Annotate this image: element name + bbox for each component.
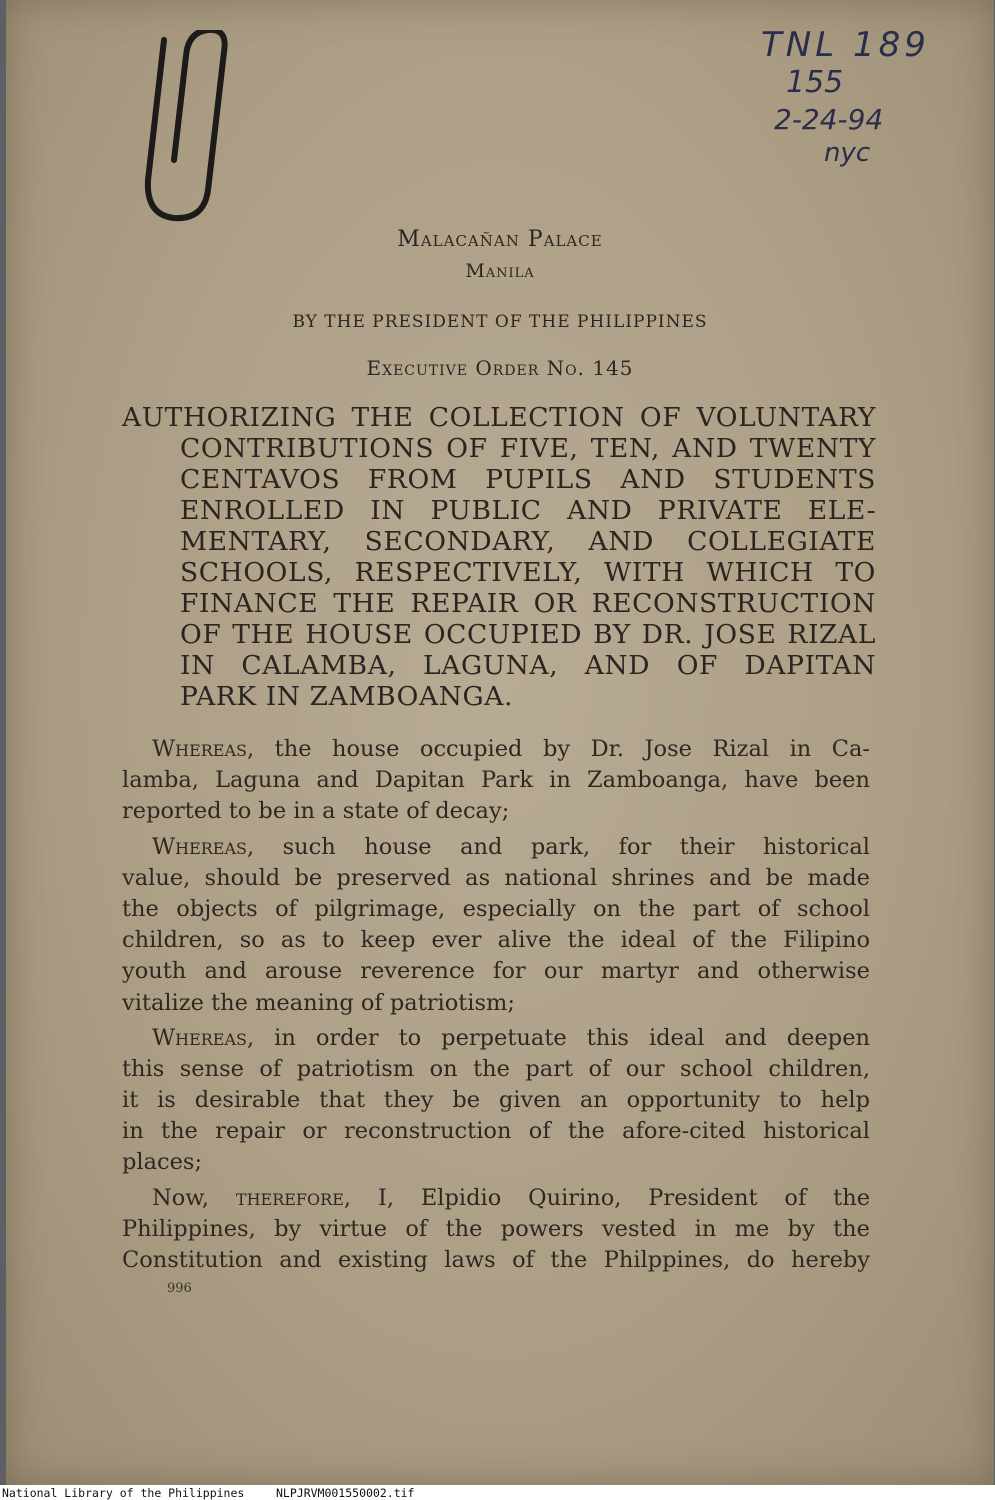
- body-line: Constitution and existing laws of the Philppines, do hereby: [122, 1247, 870, 1273]
- body-line: [122, 1023, 870, 1054]
- handwritten-note-3: 2-24-94: [774, 103, 884, 136]
- body-line: [122, 1183, 870, 1214]
- body-line: in the repair or reconstruction of the afore-cited historical: [122, 1118, 870, 1145]
- title-line: AUTHORIZING THE COLLECTION OF VOLUNTARY: [122, 402, 876, 433]
- body-line: [122, 832, 870, 863]
- title-line: FINANCE THE REPAIR OR RECONSTRUCTION: [180, 588, 876, 619]
- paperclip-icon: [124, 30, 234, 230]
- body-line: youth and arouse reverence for our martyr and otherwise: [122, 958, 870, 985]
- title-line: CENTAVOS FROM PUPILS AND STUDENTS: [180, 464, 876, 495]
- body-line: the objects of pilgrimage, especially on the part of school: [122, 895, 870, 922]
- order-number: Executive Order No. 145: [366, 356, 634, 380]
- title-line: MENTARY, SECONDARY, AND COLLEGIATE: [180, 526, 876, 557]
- now-therefore-clause: [122, 1183, 870, 1277]
- body-text: the house occupied by Dr. Jose Rizal in Ca-: [274, 736, 870, 762]
- order-title: [122, 402, 876, 712]
- title-line: PARK IN ZAMBOANGA.: [180, 681, 514, 712]
- footer-library: National Library of the Philippines: [2, 1486, 245, 1500]
- document-page: [6, 0, 994, 1485]
- handwritten-note-2: 155: [786, 65, 844, 100]
- body-line: it is desirable that they be given an opportunity to help: [122, 1087, 870, 1114]
- clause-lead: Whereas,: [152, 736, 255, 762]
- clause-lead: Now,: [152, 1184, 209, 1211]
- body-line: vitalize the meaning of patriotism;: [122, 989, 515, 1016]
- body-line: Philippines, by virtue of the powers vested in me by the: [122, 1215, 870, 1242]
- body-line: reported to be in a state of decay;: [122, 798, 510, 825]
- body-line: children, so as to keep ever alive the ideal of the Filipino: [122, 927, 870, 954]
- title-line: CONTRIBUTIONS OF FIVE, TEN, AND TWENTY: [180, 433, 876, 464]
- footer-filename: NLPJRVM001550002.tif: [276, 1486, 415, 1500]
- clause-lead-2: therefore,: [235, 1184, 352, 1211]
- scan-footer: [0, 1486, 995, 1500]
- palace-heading: Malacañan Palace: [397, 227, 603, 252]
- body-line: [122, 734, 870, 765]
- body-line: places;: [122, 1149, 203, 1176]
- title-line: ENROLLED IN PUBLIC AND PRIVATE ELE-: [180, 495, 876, 526]
- body-line: value, should be preserved as national shrines and be made: [122, 864, 870, 891]
- city-heading: Manila: [465, 260, 535, 282]
- title-line: IN CALAMBA, LAGUNA, AND OF DAPITAN: [180, 650, 876, 681]
- body-text: such house and park, for their historical: [282, 833, 871, 860]
- handwritten-note-1: TNL 189: [761, 25, 930, 65]
- title-line: OF THE HOUSE OCCUPIED BY DR. JOSE RIZAL: [180, 619, 876, 650]
- authority-line: BY THE PRESIDENT OF THE PHILIPPINES: [292, 312, 708, 332]
- handwritten-note-4: nyc: [824, 138, 871, 168]
- title-line: SCHOOLS, RESPECTIVELY, WITH WHICH TO: [180, 557, 876, 588]
- whereas-clause-1: [122, 734, 870, 828]
- whereas-clause-3: [122, 1023, 870, 1179]
- body-line: lamba, Laguna and Dapitan Park in Zamboanga, have been: [122, 767, 870, 794]
- order-body: [122, 734, 870, 1280]
- clause-lead: Whereas,: [152, 1024, 255, 1051]
- whereas-clause-2: [122, 832, 870, 1019]
- clause-lead: Whereas,: [152, 833, 255, 860]
- body-line: this sense of patriotism on the part of our school children,: [122, 1055, 870, 1082]
- body-text: I, Elpidio Quirino, President of the: [377, 1184, 871, 1211]
- page-number: 996: [167, 1281, 192, 1296]
- body-text: in order to perpetuate this ideal and deepen: [274, 1024, 870, 1051]
